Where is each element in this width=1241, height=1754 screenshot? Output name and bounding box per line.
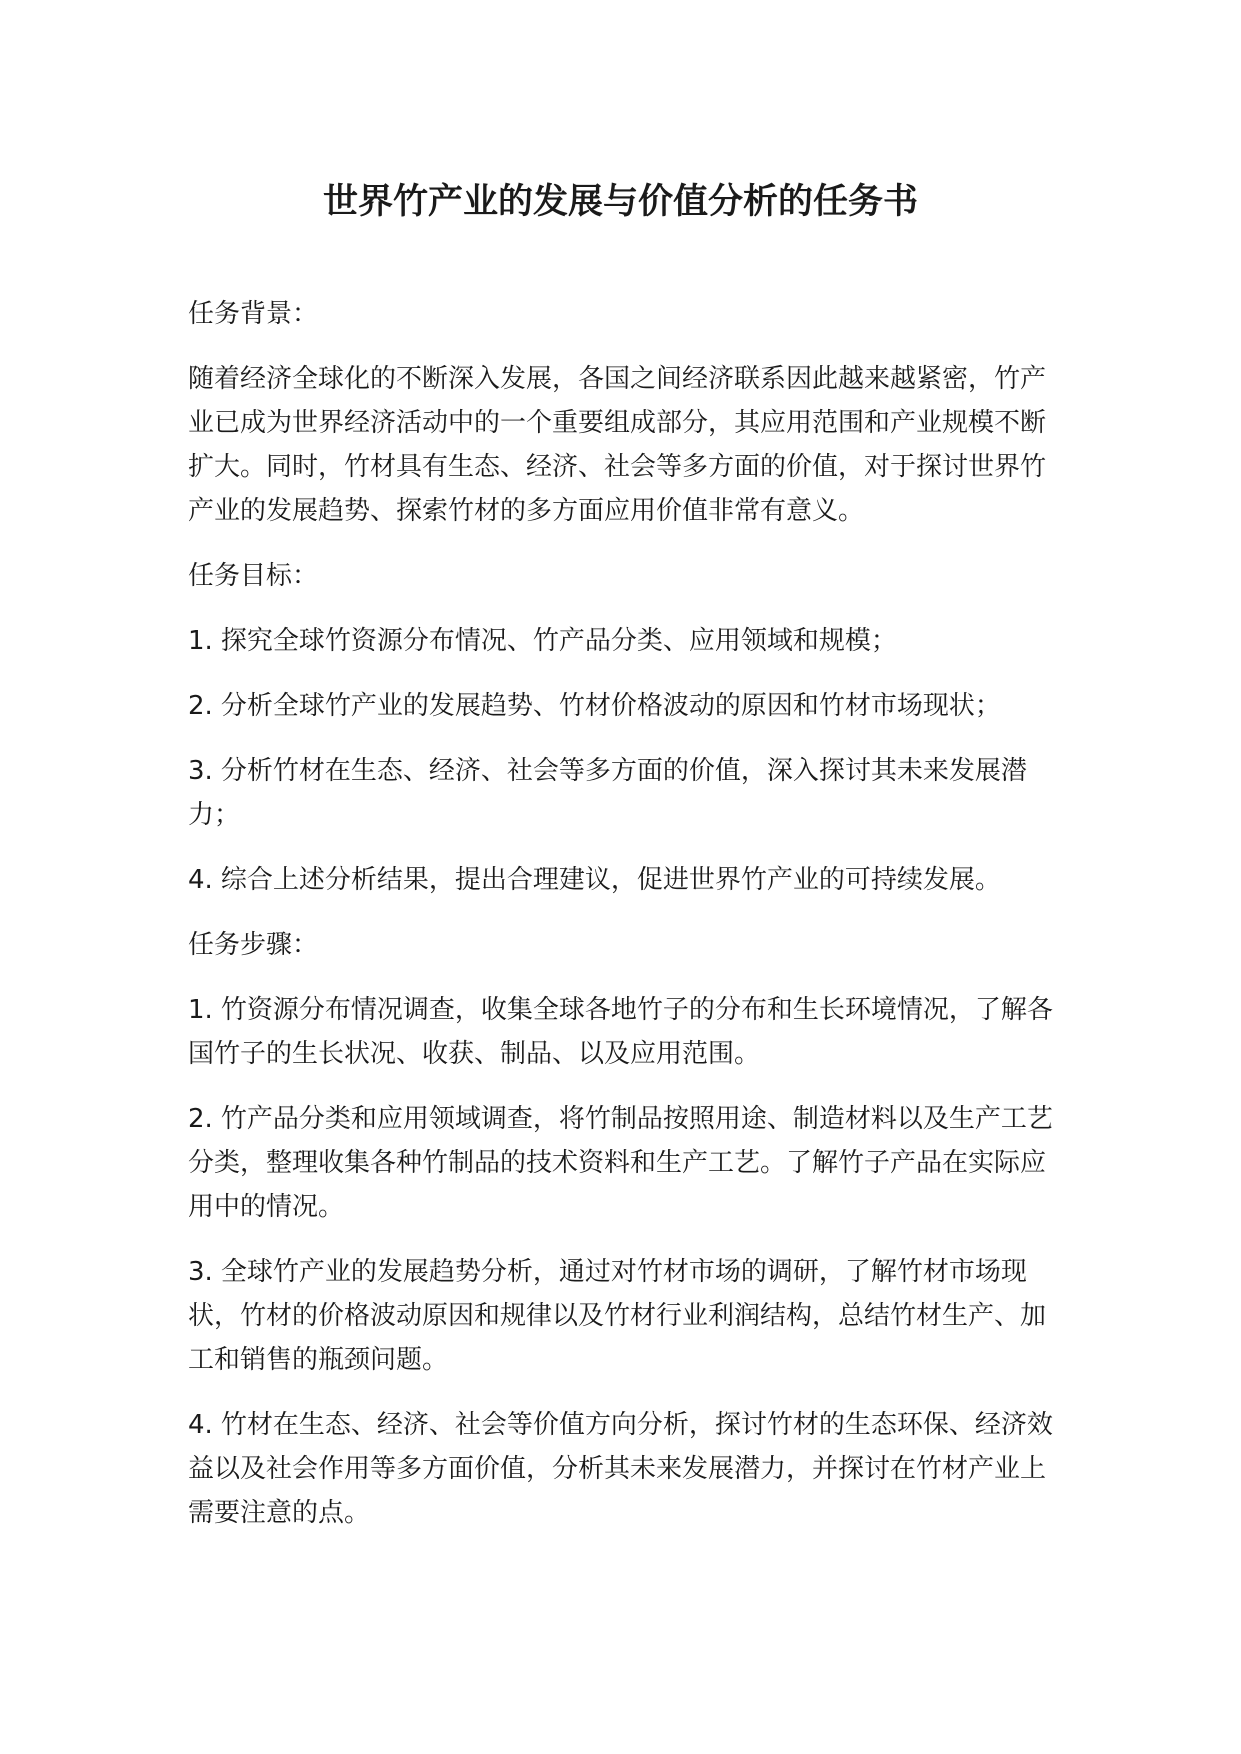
objective-number: 4. [188,865,213,895]
step-number: 4. [188,1410,213,1440]
step-number: 1. [188,995,213,1025]
step-text: 全球竹产业的发展趋势分析，通过对竹材市场的调研，了解竹材市场现状，竹材的价格波动原因和规律以及竹材行业利润结构，总结竹材生产、加工和销售的瓶颈问题。 [188,1257,1047,1375]
objective-item [188,619,1068,663]
background-heading: 任务背景： [188,299,319,329]
objective-number: 2. [188,691,213,721]
objective-text: 分析全球竹产业的发展趋势、竹材价格波动的原因和竹材市场现状； [220,691,1001,721]
objective-item [188,858,1068,902]
step-text: 竹产品分类和应用领域调查，将竹制品按照用途、制造材料以及生产工艺分类，整理收集各种竹制品的技术资料和生产工艺。了解竹子产品在实际应用中的情况。 [188,1104,1053,1222]
objective-text: 探究全球竹资源分布情况、竹产品分类、应用领域和规模； [220,626,897,656]
objective-number: 3. [188,756,213,786]
document-title: 世界竹产业的发展与价值分析的任务书 [322,182,918,222]
steps-heading: 任务步骤： [188,930,319,960]
step-item [188,1250,1068,1382]
step-number: 3. [188,1257,213,1287]
background-paragraph: 随着经济全球化的不断深入发展，各国之间经济联系因此越来越紧密，竹产业已成为世界经济活动中的一个重要组成部分，其应用范围和产业规模不断扩大。同时，竹材具有生态、经济、社会等多方面的价值，对于探讨世界竹产业的发展趋势、探索竹材的多方面应用价值非常有意义。 [188,364,1047,526]
step-text: 竹资源分布情况调查，收集全球各地竹子的分布和生长环境情况，了解各国竹子的生长状况、收获、制品、以及应用范围。 [188,995,1053,1069]
document-body [188,292,1068,1556]
step-item [188,1097,1068,1229]
objective-text: 分析竹材在生态、经济、社会等多方面的价值，深入探讨其未来发展潜力； [188,756,1027,830]
step-number: 2. [188,1104,213,1134]
objectives-heading: 任务目标： [188,561,319,591]
step-text: 竹材在生态、经济、社会等价值方向分析，探讨竹材的生态环保、经济效益以及社会作用等多方面价值，分析其未来发展潜力，并探讨在竹材产业上需要注意的点。 [188,1410,1053,1528]
step-item [188,988,1068,1076]
objective-number: 1. [188,626,213,656]
step-item [188,1403,1068,1535]
objective-item [188,684,1068,728]
objective-item [188,749,1068,837]
objective-text: 综合上述分析结果，提出合理建议，促进世界竹产业的可持续发展。 [220,865,1001,895]
